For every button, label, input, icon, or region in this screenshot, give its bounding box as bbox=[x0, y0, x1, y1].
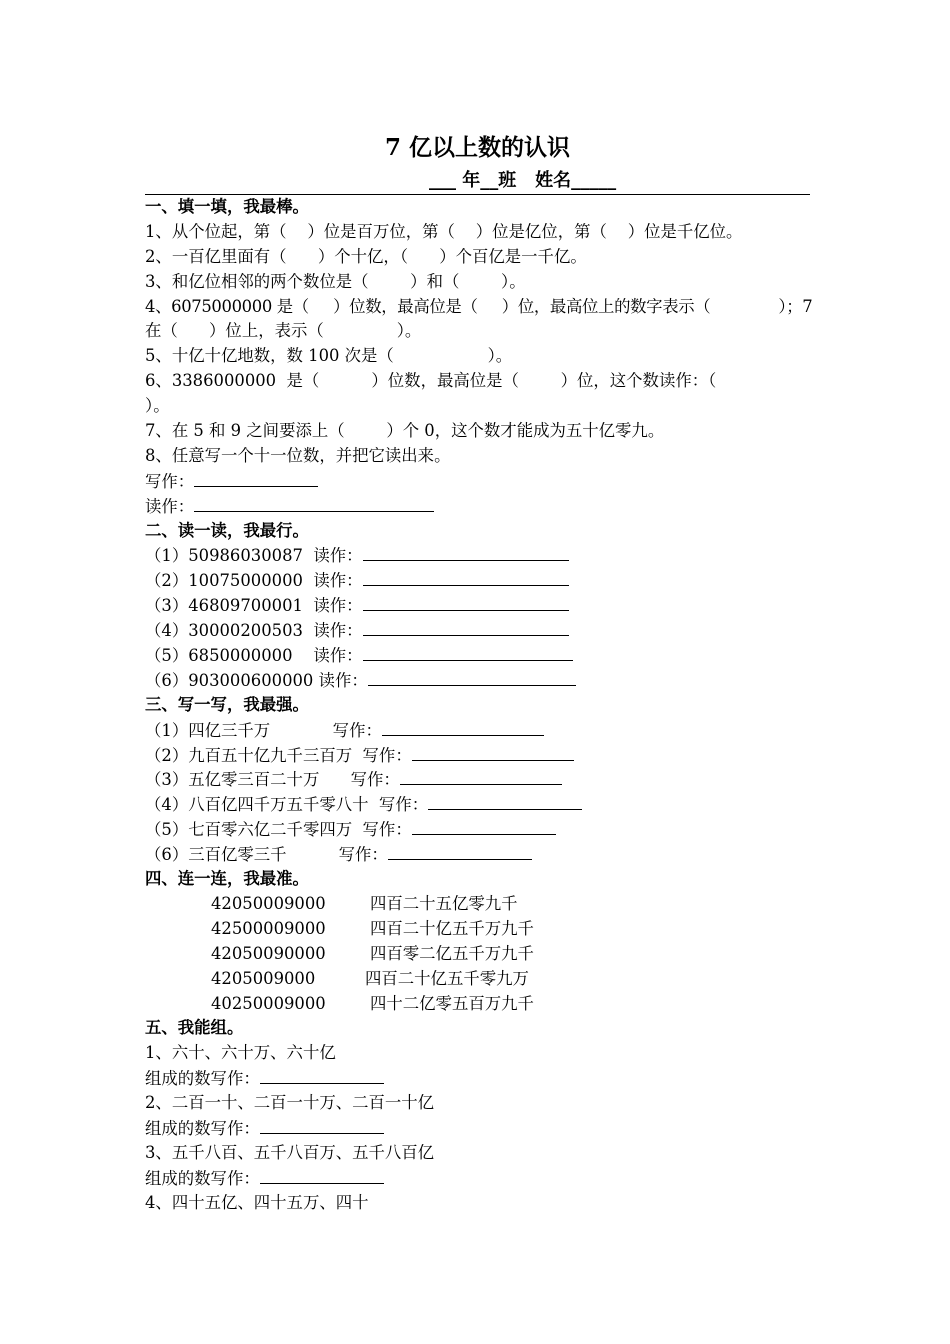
write-row bbox=[145, 469, 810, 494]
question-1-8: 8、任意写一个十一位数，并把它读出来。 bbox=[145, 445, 451, 465]
read-item bbox=[145, 668, 810, 693]
answer-blank[interactable] bbox=[363, 543, 569, 561]
question-1-4: 4、6075000000 是（ ）位数，最高位是（ ）位，最高位上的数字表示（ ）；7 bbox=[145, 296, 813, 316]
answer-blank[interactable] bbox=[194, 469, 318, 487]
compose-item: 3、五千八百、五千八百万、五千八百亿 bbox=[145, 1142, 435, 1162]
compose-label: 组成的数写作： bbox=[145, 1118, 260, 1138]
compose-answer-row bbox=[145, 1166, 810, 1191]
read-item-label: （6）903000600000 读作： bbox=[145, 670, 368, 690]
question-1-6: 6、3386000000 是（ ）位数，最高位是（ ）位，这个数读作：（ bbox=[145, 371, 717, 391]
answer-blank[interactable] bbox=[412, 743, 574, 761]
answer-blank[interactable] bbox=[382, 718, 544, 736]
answer-blank[interactable] bbox=[363, 593, 569, 611]
write-item bbox=[145, 767, 810, 792]
read-item bbox=[145, 593, 810, 618]
read-item-label: （4）30000200503 读作： bbox=[145, 621, 363, 641]
read-item-label: （1）50986030087 读作： bbox=[145, 546, 363, 566]
match-number[interactable]: 42500009000 bbox=[211, 918, 326, 938]
match-words[interactable]: 四百二十亿五千零九万 bbox=[365, 968, 529, 988]
read-row bbox=[145, 494, 810, 519]
match-row bbox=[145, 942, 810, 967]
section-5-heading: 五、我能组。 bbox=[145, 1018, 244, 1038]
match-number[interactable]: 40250009000 bbox=[211, 993, 326, 1013]
question-1-7: 7、在 5 和 9 之间要添上（ ）个 0，这个数才能成为五十亿零九。 bbox=[145, 421, 665, 441]
answer-blank[interactable] bbox=[260, 1066, 384, 1084]
answer-blank[interactable] bbox=[260, 1166, 384, 1184]
section-4-heading: 四、连一连，我最准。 bbox=[145, 869, 309, 889]
compose-item: 4、四十五亿、四十五万、四十 bbox=[145, 1192, 369, 1212]
read-item bbox=[145, 568, 810, 593]
match-row bbox=[145, 892, 810, 917]
question-1-5: 5、十亿十亿地数，数 100 次是（ ）。 bbox=[145, 346, 513, 366]
answer-blank[interactable] bbox=[260, 1116, 384, 1134]
answer-blank[interactable] bbox=[363, 568, 569, 586]
answer-blank[interactable] bbox=[363, 618, 569, 636]
class-name-line bbox=[145, 168, 810, 195]
answer-blank[interactable] bbox=[428, 792, 582, 810]
compose-item: 1、六十、六十万、六十亿 bbox=[145, 1043, 336, 1063]
write-label: 写作： bbox=[145, 471, 195, 491]
read-item bbox=[145, 643, 810, 668]
section-3-heading: 三、写一写，我最强。 bbox=[145, 694, 309, 714]
read-item-label: （3）46809700001 读作： bbox=[145, 596, 363, 616]
write-item-label: （2）九百五十亿九千三百万 写作： bbox=[145, 745, 412, 765]
match-row bbox=[145, 967, 810, 992]
section-1-heading: 一、填一填，我最棒。 bbox=[145, 197, 309, 216]
match-words[interactable]: 四百二十亿五千万九千 bbox=[370, 918, 534, 938]
write-item bbox=[145, 817, 810, 842]
match-words[interactable]: 四十二亿零五百万九千 bbox=[370, 993, 534, 1013]
compose-answer-row bbox=[145, 1116, 810, 1141]
match-number[interactable]: 42050090000 bbox=[211, 943, 326, 963]
answer-blank[interactable] bbox=[368, 668, 576, 686]
question-1-6-cont: ）。 bbox=[145, 396, 170, 416]
class-name-fields: ___ 年__班 姓名_____ bbox=[429, 170, 617, 191]
write-item bbox=[145, 718, 810, 743]
answer-blank[interactable] bbox=[400, 767, 562, 785]
write-item bbox=[145, 743, 810, 768]
answer-blank[interactable] bbox=[388, 842, 532, 860]
write-item-label: （3）五亿零三百二十万 写作： bbox=[145, 770, 400, 790]
write-item-label: （1）四亿三千万 写作： bbox=[145, 720, 382, 740]
match-row bbox=[145, 917, 810, 942]
read-item bbox=[145, 618, 810, 643]
match-words[interactable]: 四百二十五亿零九千 bbox=[370, 893, 518, 913]
question-1-2: 2、一百亿里面有（ ）个十亿，（ ）个百亿是一千亿。 bbox=[145, 246, 587, 266]
write-item bbox=[145, 792, 810, 817]
question-1-4-cont: 在（ ）位上，表示（ ）。 bbox=[145, 321, 422, 341]
read-item bbox=[145, 543, 810, 568]
question-1-3: 3、和亿位相邻的两个数位是（ ）和（ ）。 bbox=[145, 271, 526, 291]
write-item-label: （6）三百亿零三千 写作： bbox=[145, 845, 388, 865]
compose-item: 2、二百一十、二百一十万、二百一十亿 bbox=[145, 1093, 435, 1113]
match-words[interactable]: 四百零二亿五千万九千 bbox=[370, 943, 534, 963]
read-item-label: （5）6850000000 读作： bbox=[145, 646, 363, 666]
compose-label: 组成的数写作： bbox=[145, 1069, 260, 1089]
answer-blank[interactable] bbox=[194, 494, 434, 512]
write-item bbox=[145, 842, 810, 867]
read-label: 读作： bbox=[145, 496, 195, 516]
match-row bbox=[145, 992, 810, 1017]
worksheet bbox=[145, 128, 813, 1216]
write-item-label: （5）七百零六亿二千零四万 写作： bbox=[145, 820, 412, 840]
section-2-heading: 二、读一读，我最行。 bbox=[145, 520, 309, 540]
write-item-label: （4）八百亿四千万五千零八十 写作： bbox=[145, 795, 429, 815]
match-number[interactable]: 4205009000 bbox=[211, 968, 316, 988]
match-number[interactable]: 42050009000 bbox=[211, 893, 326, 913]
answer-blank[interactable] bbox=[363, 643, 573, 661]
compose-label: 组成的数写作： bbox=[145, 1168, 260, 1188]
question-1-1: 1、从个位起，第（ ）位是百万位，第（ ）位是亿位，第（ ）位是千亿位。 bbox=[145, 221, 743, 241]
compose-answer-row bbox=[145, 1066, 810, 1091]
read-item-label: （2）10075000000 读作： bbox=[145, 571, 363, 591]
page-title: 7 亿以上数的认识 bbox=[384, 134, 570, 161]
answer-blank[interactable] bbox=[412, 817, 556, 835]
